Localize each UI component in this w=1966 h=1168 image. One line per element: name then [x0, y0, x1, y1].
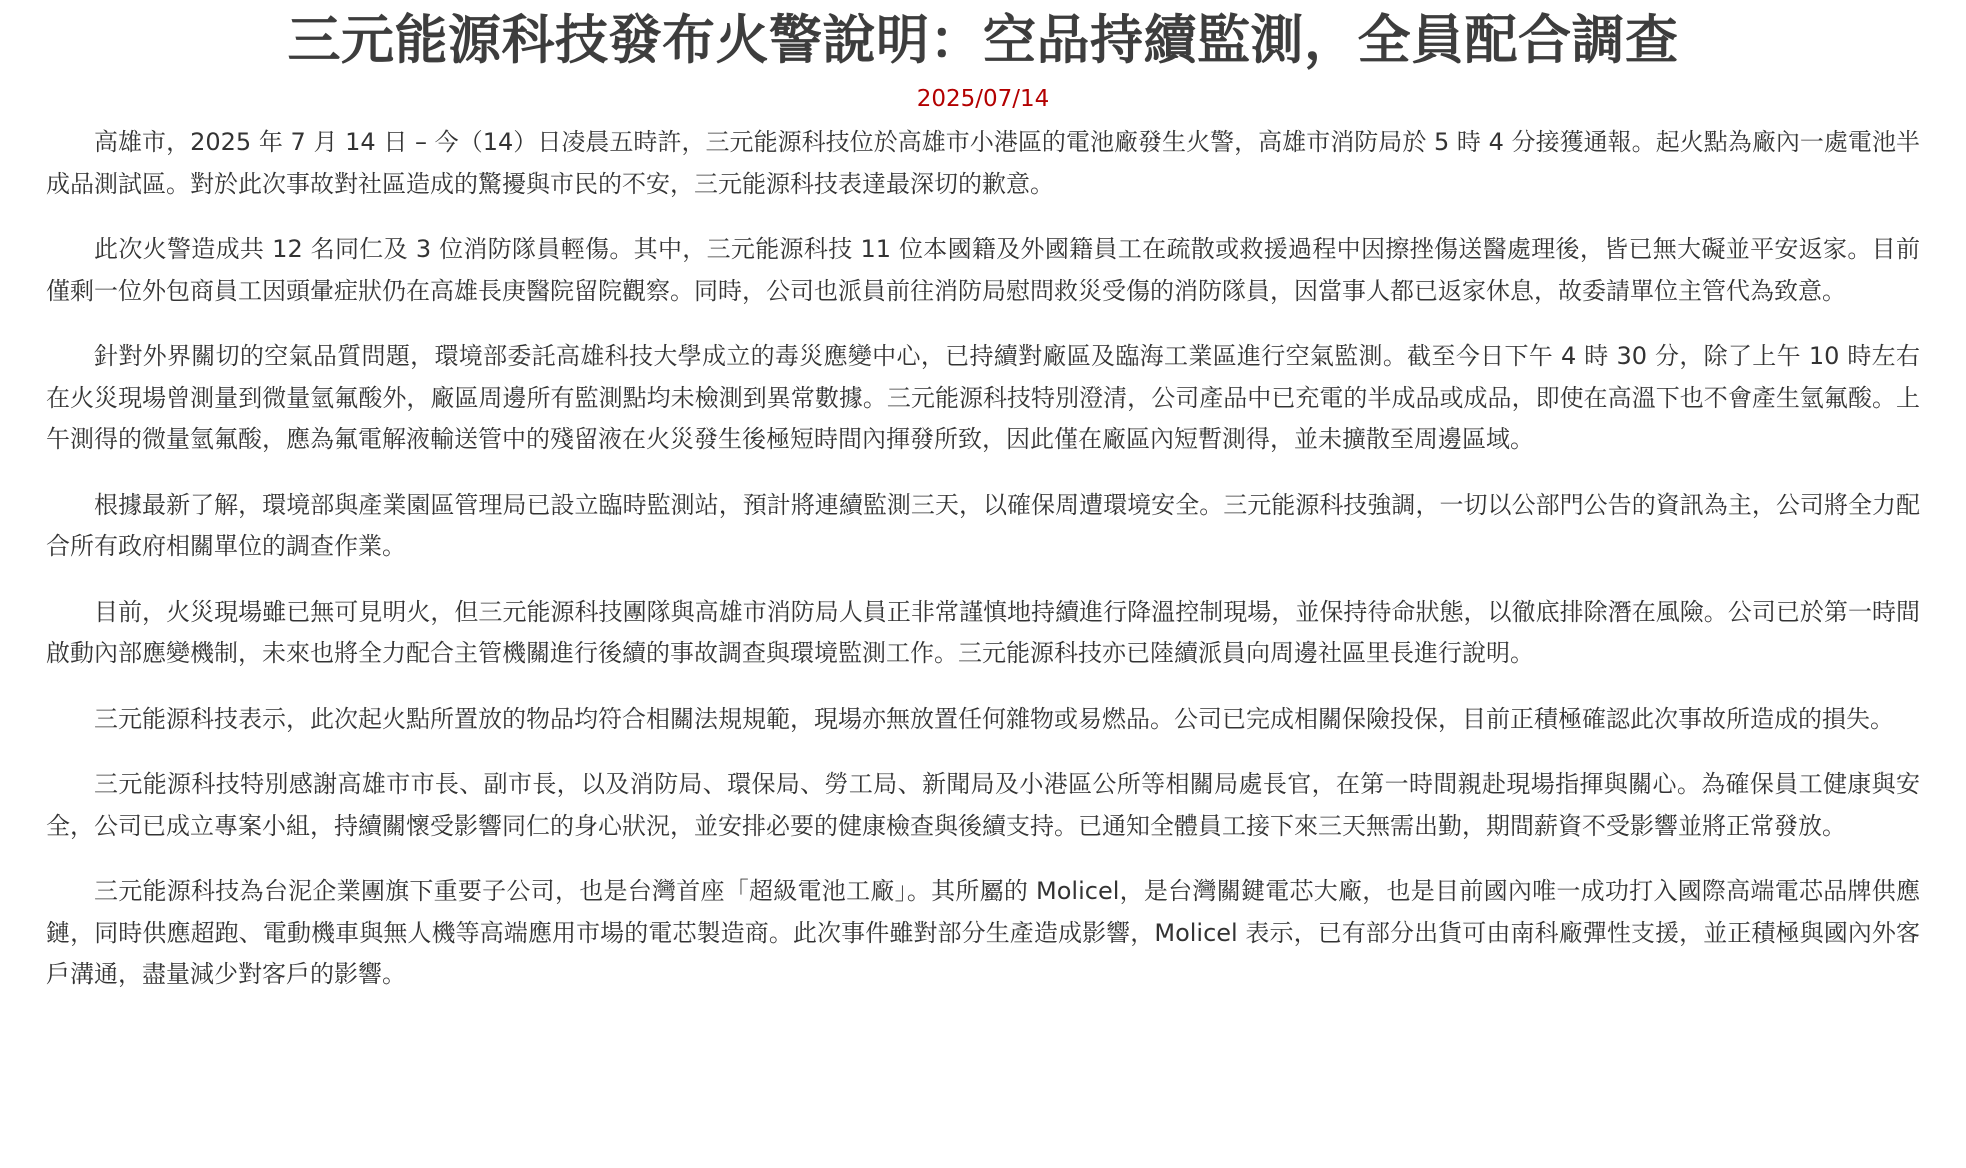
paragraph-injuries: 此次火警造成共 12 名同仁及 3 位消防隊員輕傷。其中，三元能源科技 11 位本國籍及外國籍員工在疏散或救援過程中因擦挫傷送醫處理後，皆已無大礙並平安返家。目前僅剩一位外包商員工因頭暈症狀仍在高雄長庚醫院留院觀察。同時，公司也派員前往消防局慰問救災受傷的消防隊員，因當事人都已返家休息，故委請單位主管代為致意。 — [46, 235, 1920, 305]
paragraph-air-quality: 針對外界關切的空氣品質問題，環境部委託高雄科技大學成立的毒災應變中心，已持續對廠區及臨海工業區進行空氣監測。截至今日下午 4 時 30 分，除了上午 10 時左右在火災現場曾測量到微量氫氟酸外，廠區周邊所有監測點均未檢測到異常數據。三元能源科技特別澄清，公司產品中已充電的半成品或成品，即使在高溫下也不會產生氫氟酸。上午測得的微量氫氟酸，應為氟電解液輸送管中的殘留液在火災發生後極短時間內揮發所致，因此僅在廠區內短暫測得，並未擴散至周邊區域。 — [46, 342, 1920, 453]
article-title: 三元能源科技發布火警說明：空品持續監測，全員配合調查 — [287, 10, 1679, 71]
paragraph-incident-overview: 高雄市，2025 年 7 月 14 日 – 今（14）日凌晨五時許，三元能源科技位於高雄市小港區的電池廠發生火警，高雄市消防局於 5 時 4 分接獲通報。起火點為廠內一處電池半成品測試區。對於此次事故對社區造成的驚擾與市民的不安，三元能源科技表達最深切的歉意。 — [46, 128, 1920, 198]
article-body — [0, 122, 1966, 996]
paragraph-compliance-insurance: 三元能源科技表示，此次起火點所置放的物品均符合相關法規規範，現場亦無放置任何雜物或易燃品。公司已完成相關保險投保，目前正積極確認此次事故所造成的損失。 — [94, 704, 1894, 733]
paragraph-acknowledgements: 三元能源科技特別感謝高雄市市長、副市長，以及消防局、環保局、勞工局、新聞局及小港區公所等相關局處長官，在第一時間親赴現場指揮與關心。為確保員工健康與安全，公司已成立專案小組，持續關懷受影響同仁的身心狀況，並安排必要的健康檢查與後續支持。已通知全體員工接下來三天無需出勤，期間薪資不受影響並將正常發放。 — [46, 770, 1920, 840]
paragraph-monitoring-stations: 根據最新了解，環境部與產業園區管理局已設立臨時監測站，預計將連續監測三天，以確保周遭環境安全。三元能源科技強調，一切以公部門公告的資訊為主，公司將全力配合所有政府相關單位的調查作業。 — [46, 490, 1920, 560]
paragraph-site-status: 目前，火災現場雖已無可見明火，但三元能源科技團隊與高雄市消防局人員正非常謹慎地持續進行降溫控制現場，並保持待命狀態，以徹底排除潛在風險。公司已於第一時間啟動內部應變機制，未來也將全力配合主管機關進行後續的事故調查與環境監測工作。三元能源科技亦已陸續派員向周邊社區里長進行說明。 — [46, 597, 1920, 667]
paragraph-company-background: 三元能源科技為台泥企業團旗下重要子公司，也是台灣首座「超級電池工廠」。其所屬的 Molicel，是台灣關鍵電芯大廠，也是目前國內唯一成功打入國際高端電芯品牌供應鏈，同時供應超跑、電動機車與無人機等高端應用市場的電芯製造商。此次事件雖對部分生產造成影響，Molicel 表示，已有部分出貨可由南科廠彈性支援，並正積極與國內外客戶溝通，盡量減少對客戶的影響。 — [46, 877, 1920, 988]
article-date: 2025/07/14 — [916, 86, 1050, 112]
